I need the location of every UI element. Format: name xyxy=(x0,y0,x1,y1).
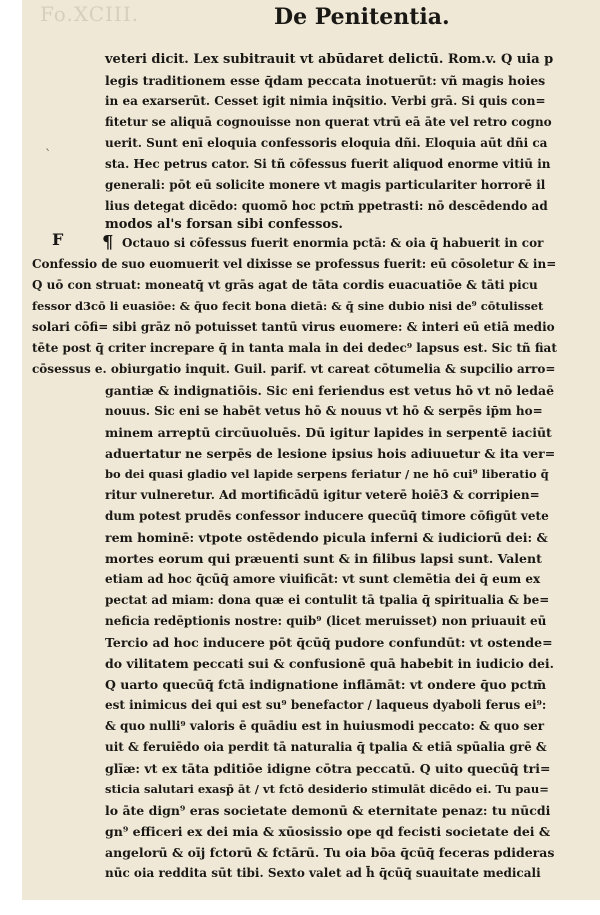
running-head: De Penitentia. xyxy=(274,4,450,30)
text-line: bo dei quasi gladio vel lapide serpens feriatur / ne hō cui⁹ liberatio q̄ xyxy=(105,467,549,481)
text-line: lo āte dign⁹ eras societate demonū & eternitate penaz: tu nūcdi xyxy=(105,803,551,818)
text-line: glīæ: vt ex tāta pditiōe idigne cōtra peccatū. Q uito quecūq̄ tri= xyxy=(105,761,551,776)
page-bottom-margin xyxy=(22,900,600,915)
text-line: generali: pōt eū solicite monere vt magis particulariter horrorē il xyxy=(105,178,546,192)
text-line: sta. Hec petrus cator. Si tñ cōfessus fuerit aliquod enorme vitiū in xyxy=(105,157,551,171)
text-line: Tercio ad hoc inducere pōt q̄cūq̄ pudore confundūt: vt ostende= xyxy=(105,635,553,650)
text-line: fessor d3cō li euasiōe: & q̄uo fecit bona dietā: & q̄ sine dubio nisi de⁹ cōtulisset xyxy=(32,299,544,313)
text-line: solari cōfi= sibi grāz nō potuisset tantū virus euomere: & interi eū etiā medio xyxy=(32,320,555,334)
text-line: & quo nulli⁹ valoris ē quādiu est in huiusmodi peccato: & quo ser xyxy=(105,719,545,733)
text-line: do vilitatem peccati sui & confusionē quā habebit in iudicio dei. xyxy=(105,656,555,671)
text-line: rem hominē: vtpote ostēdendo picula inferni & iudiciorū dei: & xyxy=(105,530,548,545)
text-line: dum potest prudēs confessor inducere quecūq̄ timore cōfigūt vete xyxy=(105,509,549,523)
text-line: aduertatur ne serpēs de lesione ipsius hois adiuuetur & ita ver= xyxy=(105,446,556,461)
text-line: pectat ad miam: dona quæ ei contulit tā tpalia q̄ spiritualia & be= xyxy=(105,593,550,607)
text-line: Confessio de suo euomuerit vel dixisse se professus fuerit: eū cōsoletur & in= xyxy=(32,257,557,271)
text-line: nouus. Sic eni se habēt vetus hō & nouus vt hō & serpēs ip̄m ho= xyxy=(105,404,543,418)
text-line: legis traditionem esse q̄dam peccata inotuerūt: vñ magis hoies xyxy=(105,73,546,88)
show-through-folio: Fo.XCIII. xyxy=(40,2,140,26)
text-line: tēte post q̄ criter increpare q̄ in tanta mala in dei dedec⁹ lapsus est. Sic tñ fiat xyxy=(32,341,557,355)
text-line: sticia salutari exasp̄ āt / vt fctō desiderio stimulāt dicēdo ei. Tu pau= xyxy=(105,782,549,796)
paragraph-mark: ¶ xyxy=(102,232,114,253)
text-line: Octauo si cōfessus fuerit enormia pctā: & oia q̄ habuerit in cor xyxy=(122,236,544,250)
text-line: uerit. Sunt enī eloquia confessoris eloquia dñi. Eloquia aūt dñi ca xyxy=(105,136,548,150)
text-line: veteri dicit. Lex subitrauit vt abūdaret delictū. Rom.v. Q uia p xyxy=(105,52,554,67)
text-line: cōsessus e. obiurgatio inquit. Guil. parif. vt careat cōtumelia & supcilio arro= xyxy=(32,362,556,376)
text-line: mortes eorum qui præuenti sunt & in filibus lapsi sunt. Valent xyxy=(105,551,542,566)
text-line: lius detegat dicēdo: quomō hoc pctm̄ ppetrasti: nō descēdendo ad xyxy=(105,199,548,213)
text-line: uit & feruiēdo oia perdit tā naturalia q̄ tpalia & etiā spūalia grē & xyxy=(105,740,547,754)
text-line: minem arreptū circūuoluēs. Dū igitur lapides in serpentē iaciūt xyxy=(105,425,552,440)
margin-letter: F xyxy=(52,230,64,249)
text-line: modos al's forsan sibi confessos. xyxy=(105,217,343,232)
text-line: etiam ad hoc q̄cūq̄ amore viuificāt: vt sunt clemētia dei q̄ eum ex xyxy=(105,572,541,586)
text-line: in ea exarserūt. Cesset igit nimia inq̄sitio. Verbi grā. Si quis con= xyxy=(105,94,546,108)
margin-mark: ` xyxy=(45,148,52,163)
text-line: nūc oia reddita sūt tibi. Sexto valet ad h̄ q̄cūq̄ suauitate medicali xyxy=(105,866,541,880)
text-line: ritur vulneretur. Ad mortificādū igitur veterē hoiē3 & corripien= xyxy=(105,488,540,502)
text-line: Q uarto quecūq̄ fctā indignatione inflāmāt: vt ondere q̄uo pctm̄ xyxy=(105,677,547,692)
text-line: angelorū & oīj fctorū & fctārū. Tu oia bōa q̄cūq̄ feceras pdideras xyxy=(105,845,555,860)
text-line: est inimicus dei qui est su⁹ benefactor / laqueus dyaboli ferus ei⁹: xyxy=(105,698,547,712)
text-line: Q uō con struat: moneatq̄ vt grās agat de tāta cordis euacuatiōe & tāti picu xyxy=(32,278,538,292)
text-line: gn⁹ efficeri ex dei mia & xūosissio ope qd fecisti societate dei & xyxy=(105,824,551,839)
text-line: neficia redēptionis nostre: quib⁹ (licet meruisset) non priuauit eū xyxy=(105,614,547,628)
text-line: gantiæ & indignatiōis. Sic eni feriendus est vetus hō vt nō ledaē xyxy=(105,383,555,398)
text-line: fitetur se aliquā cognouisse non querat vtrū eā āte vel retro cogno xyxy=(105,115,552,129)
